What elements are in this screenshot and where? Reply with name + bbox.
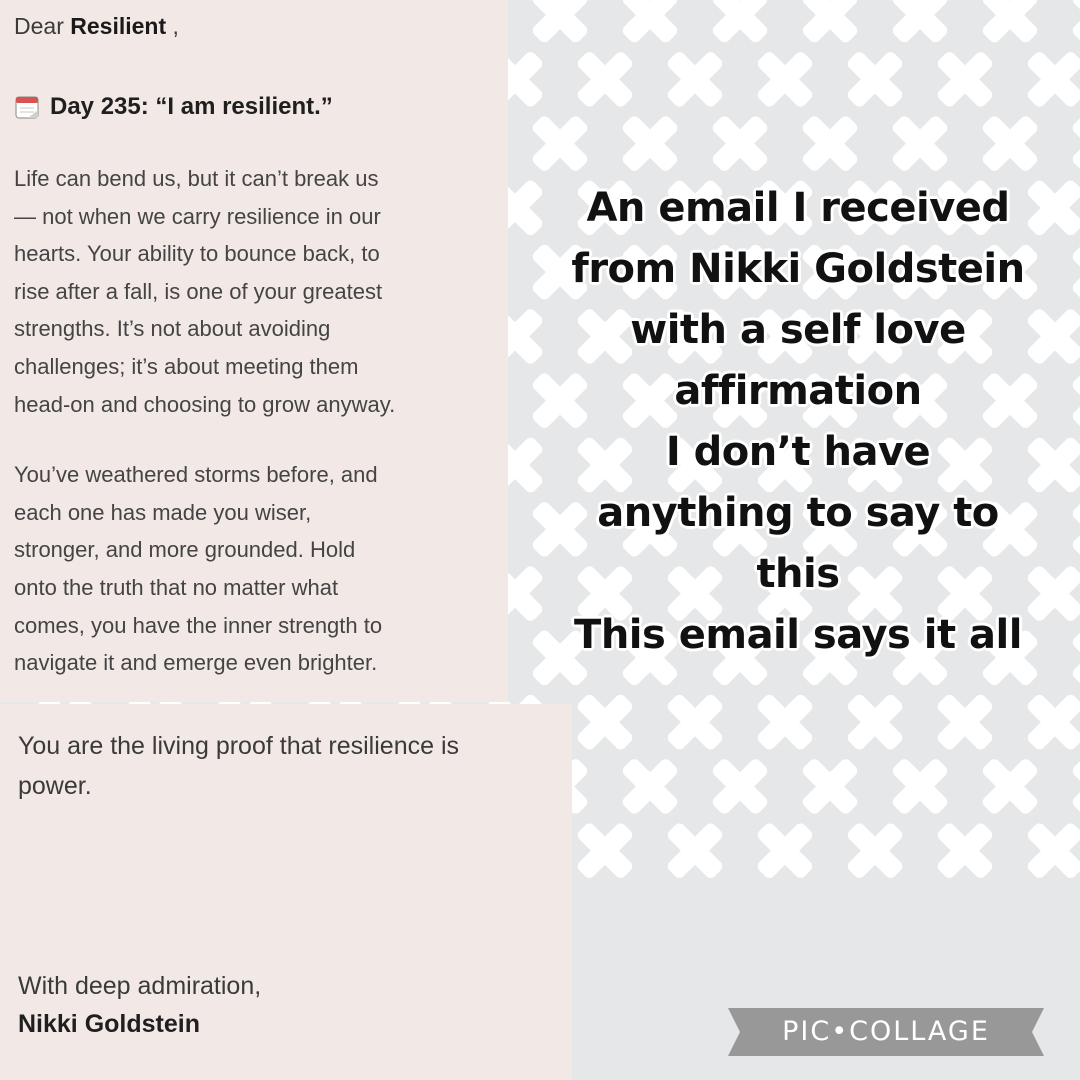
x-pattern-mark bbox=[830, 677, 921, 768]
x-pattern-mark bbox=[965, 98, 1056, 189]
x-pattern-mark bbox=[830, 34, 921, 125]
x-pattern-mark bbox=[1055, 484, 1080, 575]
x-pattern-mark bbox=[875, 741, 966, 832]
x-pattern-mark bbox=[920, 34, 1011, 125]
x-pattern-mark bbox=[605, 741, 696, 832]
day-heading bbox=[14, 92, 494, 122]
day-heading-text: Day 235: “I am resilient.” bbox=[50, 93, 333, 120]
signoff-text: With deep admiration, bbox=[18, 972, 262, 1000]
x-pattern-mark bbox=[695, 741, 786, 832]
caption-line: An email I received bbox=[586, 185, 1010, 231]
x-pattern-mark bbox=[830, 805, 921, 896]
watermark-text: PIC•COLLAGE bbox=[782, 1016, 990, 1047]
email-signoff bbox=[18, 966, 261, 1042]
x-pattern-mark bbox=[785, 0, 876, 60]
x-pattern-mark bbox=[650, 677, 741, 768]
email-card-bottom bbox=[0, 704, 572, 1080]
x-pattern-mark bbox=[515, 98, 606, 189]
x-pattern-mark bbox=[560, 805, 651, 896]
x-pattern-mark bbox=[1055, 227, 1080, 318]
caption-line: with a self love bbox=[630, 307, 966, 353]
email-card-top bbox=[0, 0, 508, 702]
pic-collage-watermark bbox=[728, 1008, 1044, 1056]
paragraph-2: You’ve weathered storms before, and each one has made you wiser, stronger, and more grounded. Hold onto the truth that no matter what comes, you have the inner strength to navigate it and emerge even brighter. bbox=[14, 462, 383, 676]
calendar-icon bbox=[14, 94, 40, 120]
x-pattern-mark bbox=[740, 34, 831, 125]
greeting-name: Resilient bbox=[70, 13, 167, 39]
x-pattern-mark bbox=[1010, 677, 1080, 768]
caption-overlay bbox=[548, 178, 1048, 666]
x-pattern-mark bbox=[695, 98, 786, 189]
caption-line: this bbox=[756, 551, 840, 597]
x-pattern-mark bbox=[875, 98, 966, 189]
x-pattern-mark bbox=[515, 0, 606, 60]
caption-line: affirmation bbox=[674, 368, 922, 414]
sender-name: Nikki Goldstein bbox=[18, 1010, 200, 1038]
caption-line: I don’t have bbox=[665, 429, 931, 475]
x-pattern-mark bbox=[875, 0, 966, 60]
x-pattern-mark bbox=[605, 0, 696, 60]
x-pattern-mark bbox=[740, 805, 831, 896]
x-pattern-mark bbox=[1055, 613, 1080, 704]
x-pattern-mark bbox=[965, 0, 1056, 60]
x-pattern-mark bbox=[650, 805, 741, 896]
caption-line: from Nikki Goldstein bbox=[571, 246, 1025, 292]
closing-statement: You are the living proof that resilience is power. bbox=[18, 732, 460, 800]
x-pattern-mark bbox=[1055, 355, 1080, 446]
x-pattern-mark bbox=[920, 677, 1011, 768]
x-pattern-mark bbox=[920, 805, 1011, 896]
x-pattern-mark bbox=[560, 677, 651, 768]
caption-line: This email says it all bbox=[574, 612, 1022, 658]
email-greeting: Dear Resilient , bbox=[14, 13, 179, 39]
x-pattern-mark bbox=[695, 0, 786, 60]
x-pattern-mark bbox=[1010, 34, 1080, 125]
paragraph-1: Life can bend us, but it can’t break us — not when we carry resilience in our hearts. Your ability to bounce back, to rise after a fall, is one of your greatest strengths. It’s not about avoiding challenges; it’s about meeting them head-on and choosing to grow anyway. bbox=[14, 166, 396, 417]
x-pattern-mark bbox=[1055, 98, 1080, 189]
x-pattern-mark bbox=[650, 34, 741, 125]
x-pattern-mark bbox=[785, 98, 876, 189]
x-pattern-mark bbox=[1055, 0, 1080, 60]
x-pattern-mark bbox=[560, 34, 651, 125]
caption-line: anything to say to bbox=[597, 490, 999, 536]
x-pattern-mark bbox=[605, 98, 696, 189]
x-pattern-mark bbox=[785, 741, 876, 832]
x-pattern-mark bbox=[740, 677, 831, 768]
x-pattern-mark bbox=[1010, 805, 1080, 896]
x-pattern-mark bbox=[965, 741, 1056, 832]
x-pattern-mark bbox=[1055, 741, 1080, 832]
